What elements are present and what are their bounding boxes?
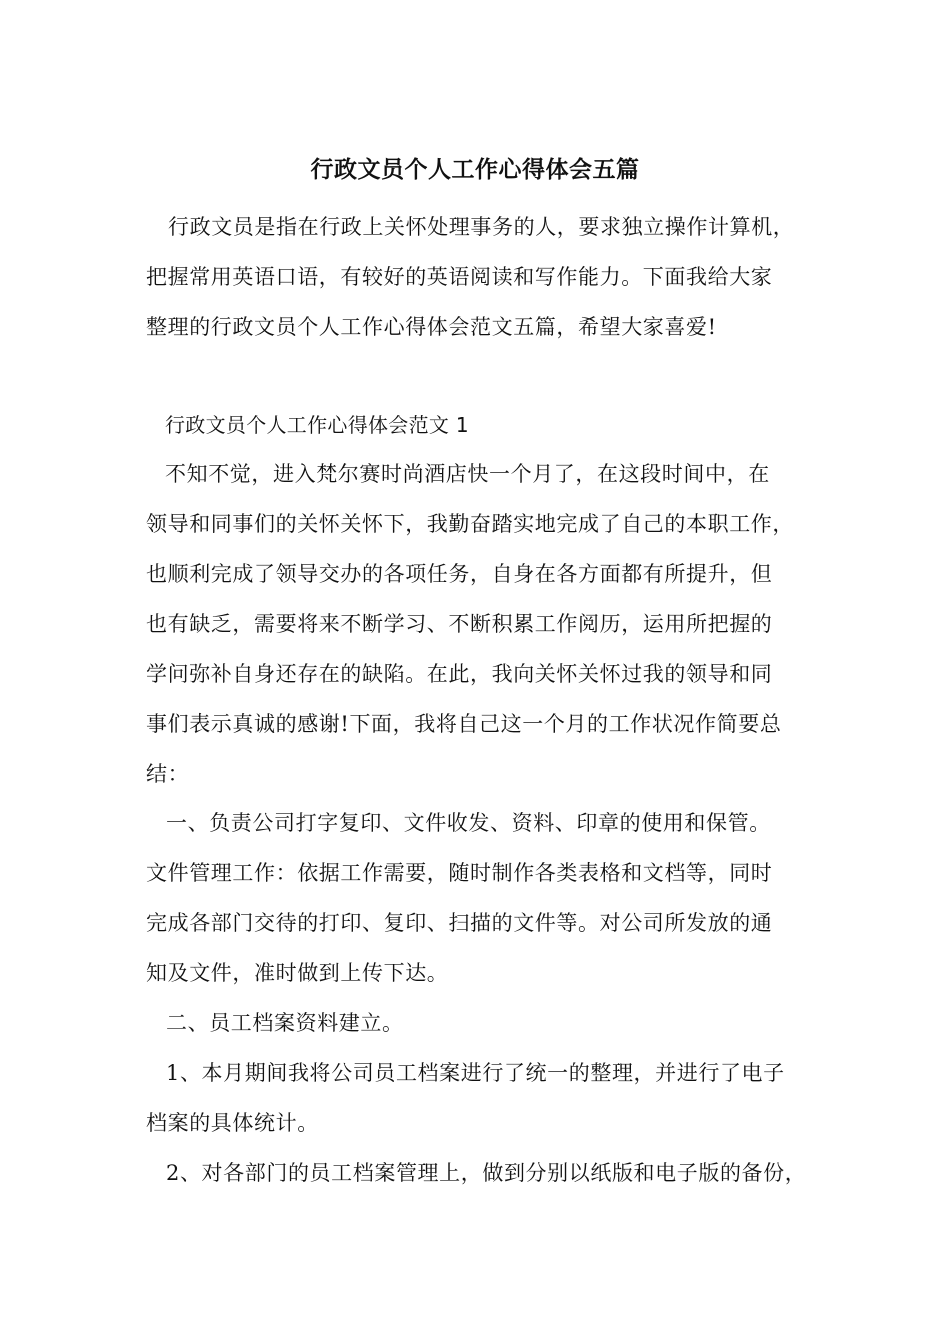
body-line: 2、对各部门的员工档案管理上，做到分别以纸版和电子版的备份，	[166, 1161, 807, 1185]
body-line: 知及文件，准时做到上传下达。	[146, 961, 449, 985]
body-line: 不知不觉，进入梵尔赛时尚酒店快一个月了，在这段时间中，在	[165, 462, 770, 486]
body-line: 事们表示真诚的感谢!下面，我将自己这一个月的工作状况作简要总	[146, 712, 782, 736]
body-line: 完成各部门交待的打印、复印、扫描的文件等。对公司所发放的通	[146, 911, 773, 935]
intro-line: 行政文员是指在行政上关怀处理事务的人，要求独立操作计算机，	[168, 215, 795, 239]
body-line: 1、本月期间我将公司员工档案进行了统一的整理，并进行了电子	[166, 1061, 785, 1085]
body-line: 也有缺乏，需要将来不断学习、不断积累工作阅历，运用所把握的	[146, 612, 773, 636]
intro-line: 整理的行政文员个人工作心得体会范文五篇，希望大家喜爱!	[146, 315, 717, 339]
body-line: 一、负责公司打字复印、文件收发、资料、印章的使用和保管。	[166, 811, 771, 835]
intro-line: 把握常用英语口语，有较好的英语阅读和写作能力。下面我给大家	[146, 265, 773, 289]
body-line: 也顺利完成了领导交办的各项任务，自身在各方面都有所提升，但	[146, 562, 773, 586]
body-line: 二、员工档案资料建立。	[166, 1011, 404, 1035]
body-line: 领导和同事们的关怀关怀下，我勤奋踏实地完成了自己的本职工作，	[146, 512, 794, 536]
body-line: 文件管理工作：依据工作需要，随时制作各类表格和文档等，同时	[146, 861, 773, 885]
body-line: 档案的具体统计。	[146, 1111, 319, 1135]
body-line: 学问弥补自身还存在的缺陷。在此，我向关怀关怀过我的领导和同	[146, 662, 773, 686]
body-line: 结：	[146, 762, 190, 786]
document-title: 行政文员个人工作心得体会五篇	[310, 156, 640, 183]
section-heading: 行政文员个人工作心得体会范文 1	[165, 413, 469, 437]
